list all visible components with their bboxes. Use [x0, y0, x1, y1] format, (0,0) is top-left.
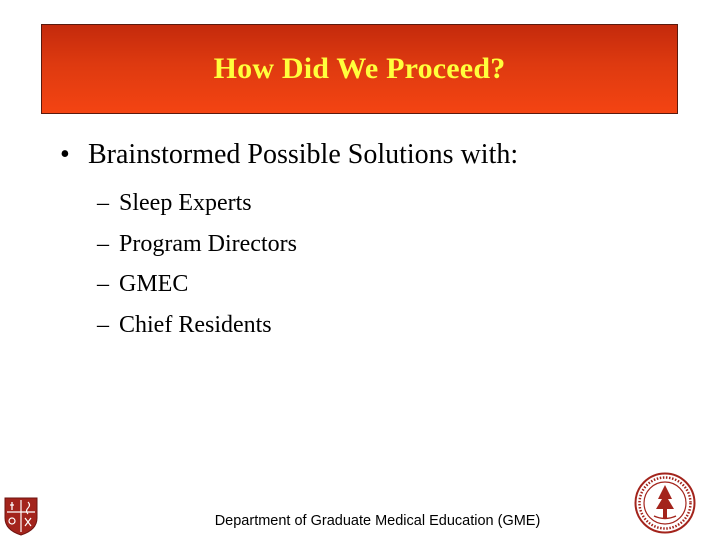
- bullet-item: [60, 139, 518, 171]
- sub-bullet-list: [97, 183, 297, 345]
- sub-bullet-marker: –: [97, 190, 109, 216]
- sub-bullet-text: Sleep Experts: [119, 190, 252, 216]
- sub-bullet-marker: –: [97, 311, 109, 338]
- seal-icon: [634, 472, 696, 534]
- university-seal-logo: [634, 472, 696, 534]
- sub-bullet-marker: –: [97, 271, 109, 297]
- sub-bullet-item: [97, 183, 297, 224]
- bullet-text: Brainstormed Possible Solutions with:: [88, 139, 519, 170]
- bullet-marker: •: [60, 139, 70, 170]
- slide-title: How Did We Proceed?: [213, 52, 506, 85]
- sub-bullet-text: Chief Residents: [119, 311, 272, 338]
- sub-bullet-marker: –: [97, 230, 109, 257]
- sub-bullet-item: [97, 305, 297, 346]
- sub-bullet-text: Program Directors: [119, 230, 297, 257]
- sub-bullet-item: [97, 224, 297, 265]
- title-banner: [41, 24, 678, 114]
- footer-text: Department of Graduate Medical Education (GME): [214, 513, 541, 529]
- sub-bullet-item: [97, 264, 297, 305]
- sub-bullet-text: GMEC: [119, 271, 189, 297]
